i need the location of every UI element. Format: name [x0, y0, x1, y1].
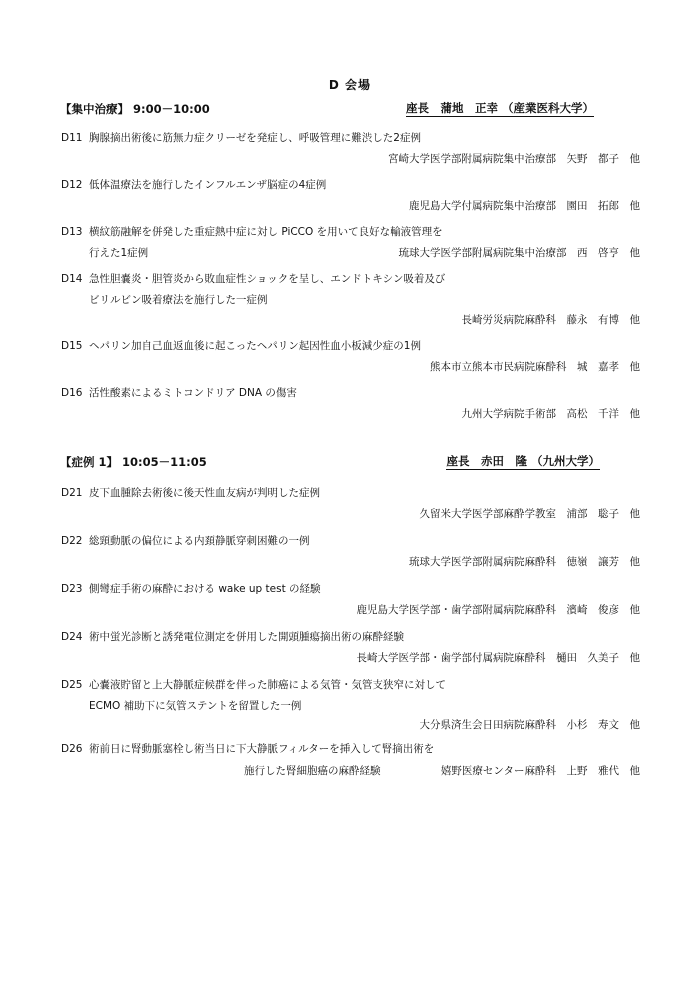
talk-title: 胸腺摘出術後に筋無力症クリーゼを発症し、呼吸管理に難渋した2症例	[89, 132, 421, 144]
session-chair: 座長 蒲地 正幸 （産業医科大学）	[405, 101, 594, 115]
talk-affiliation: 長崎労災病院麻酔科 藤永 有博 他	[461, 314, 640, 326]
talk-affiliation: 嬉野医療センター麻酔科 上野 雅代 他	[440, 765, 640, 777]
talk-id: D14	[61, 273, 83, 285]
talk-title: 心嚢液貯留と上大静脈症候群を伴った肺癌による気管・気管支狭窄に対して	[89, 679, 446, 691]
talk-id: D11	[61, 132, 83, 144]
talk-title: 皮下血腫除去術後に後天性血友病が判明した症例	[89, 487, 320, 499]
talk-title: 側彎症手術の麻酔における wake up test の経験	[89, 583, 321, 595]
session-chair: 座長 赤田 隆 （九州大学）	[446, 454, 600, 468]
session-header: 【症例 1】 10:05－11:05	[60, 455, 207, 469]
talk-affiliation: 大分県済生会日田病院麻酔科 小杉 寿文 他	[419, 719, 640, 731]
session-header: 【集中治療】 9:00－10:00	[60, 102, 210, 116]
talk-title-continuation: ECMO 補助下に気管ステントを留置した一例	[89, 700, 302, 712]
talk-id: D24	[61, 631, 83, 643]
talk-id: D23	[61, 583, 83, 595]
talk-title-continuation: 行えた1症例	[89, 247, 149, 259]
talk-affiliation: 鹿児島大学付属病院集中治療部 園田 拓郎 他	[409, 200, 640, 212]
talk-id: D25	[61, 679, 83, 691]
talk-title: 急性胆嚢炎・胆管炎から敗血症性ショックを呈し、エンドトキシン吸着及び	[89, 273, 446, 285]
talk-id: D12	[61, 179, 83, 191]
talk-title: 活性酸素によるミトコンドリア DNA の傷害	[89, 387, 297, 399]
talk-title: 術前日に腎動脈塞栓し術当日に下大静脈フィルターを挿入して腎摘出術を	[89, 743, 435, 755]
talk-affiliation: 琉球大学医学部附属病院麻酔科 徳嶺 譲芳 他	[409, 556, 640, 568]
talk-title-continuation: 施行した腎細胞癌の麻酔経験	[244, 765, 381, 777]
talk-affiliation: 熊本市立熊本市民病院麻酔科 城 嘉孝 他	[430, 361, 640, 373]
talk-affiliation: 宮崎大学医学部附属病院集中治療部 矢野 都子 他	[388, 153, 640, 165]
talk-affiliation: 鹿児島大学医学部・歯学部附属病院麻酔科 濱崎 俊彦 他	[356, 604, 640, 616]
talk-id: D15	[61, 340, 83, 352]
talk-title: ヘパリン加自己血返血後に起こったヘパリン起因性血小板減少症の1例	[89, 340, 421, 352]
talk-title: 低体温療法を施行したインフルエンザ脳症の4症例	[89, 179, 327, 191]
talk-affiliation: 琉球大学医学部附属病院集中治療部 西 啓亨 他	[398, 247, 640, 259]
talk-title: 横紋筋融解を併発した重症熱中症に対し PiCCO を用いて良好な輸液管理を	[89, 226, 443, 238]
talk-id: D16	[61, 387, 83, 399]
talk-id: D21	[61, 487, 83, 499]
venue-title: D 会場	[328, 78, 372, 92]
talk-affiliation: 久留米大学医学部麻酔学教室 浦部 聡子 他	[419, 508, 640, 520]
talk-id: D26	[61, 743, 83, 755]
talk-affiliation: 長崎大学医学部・歯学部付属病院麻酔科 樋田 久美子 他	[356, 652, 640, 664]
talk-id: D22	[61, 535, 83, 547]
talk-title-continuation: ビリルビン吸着療法を施行した一症例	[89, 294, 268, 306]
talk-affiliation: 九州大学病院手術部 高松 千洋 他	[461, 408, 640, 420]
talk-title: 術中蛍光診断と誘発電位測定を併用した開頭腫瘍摘出術の麻酔経験	[89, 631, 404, 643]
talk-id: D13	[61, 226, 83, 238]
talk-title: 総頸動脈の偏位による内頚静脈穿刺困難の一例	[89, 535, 310, 547]
